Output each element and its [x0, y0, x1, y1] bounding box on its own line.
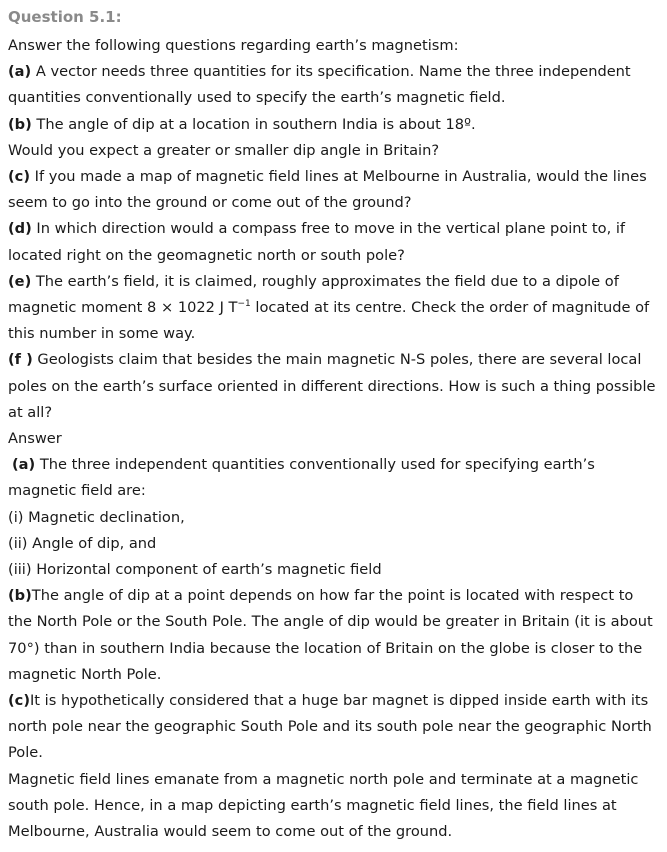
question-title: Question 5.1: — [8, 8, 122, 26]
part-label: (b) — [8, 115, 32, 133]
text-line — [8, 269, 659, 295]
line-text: The earth’s field, it is claimed, roughly approximates the field due to a dipole of — [31, 272, 619, 290]
text-line — [8, 59, 659, 85]
line-text: (ii) Angle of dip, and — [8, 534, 157, 552]
part-label: (d) — [8, 220, 32, 238]
line-text: In which direction would a compass free to move in the vertical plane point to, if — [31, 220, 626, 238]
text-line — [8, 531, 659, 557]
line-text: It is hypothetically considered that a huge bar magnet is dipped inside earth with its — [30, 692, 649, 710]
text-line — [8, 452, 659, 478]
line-text: The three independent quantities conventionally used for specifying earth’s — [35, 456, 595, 474]
line-text: The angle of dip at a point depends on how far the point is located with respect to — [31, 587, 634, 605]
text-line — [8, 374, 659, 400]
line-text: poles on the earth’s surface oriented in different directions. How is such a thing possible — [8, 377, 656, 395]
part-label: (a) — [12, 456, 36, 474]
text-line — [8, 740, 659, 766]
text-line — [8, 583, 659, 609]
line-text: The angle of dip at a location in southern India is about 18º. — [31, 115, 476, 133]
text-line — [8, 819, 659, 845]
part-label: (c) — [8, 692, 30, 710]
line-text: 70°) than in southern India because the location of Britain on the globe is closer to the — [8, 639, 643, 657]
text-line — [8, 662, 659, 688]
line-text: this number in some way. — [8, 325, 196, 343]
line-text: magnetic North Pole. — [8, 665, 162, 683]
text-line — [8, 164, 659, 190]
line-text: the North Pole or the South Pole. The angle of dip would be greater in Britain (it is about — [8, 613, 653, 631]
line-text: If you made a map of magnetic field lines at Melbourne in Australia, would the lines — [30, 168, 647, 186]
line-text: Answer — [8, 430, 62, 448]
text-line — [8, 557, 659, 583]
part-label: (b) — [8, 587, 32, 605]
text-line — [8, 243, 659, 269]
line-text: located at its centre. Check the order of magnitude of — [250, 299, 650, 317]
text-line — [8, 688, 659, 714]
line-text: south pole. Hence, in a map depicting earth’s magnetic field lines, the field lines at — [8, 796, 617, 814]
part-label: (f ) — [8, 351, 33, 369]
line-text: Answer the following questions regarding earth’s magnetism: — [8, 37, 459, 54]
line-text: magnetic field are: — [8, 482, 146, 500]
text-line — [8, 138, 659, 164]
text-line — [8, 505, 659, 531]
line-text: at all? — [8, 403, 53, 421]
line-text: (iii) Horizontal component of earth’s magnetic field — [8, 561, 382, 579]
text-line — [8, 426, 659, 452]
text-line — [8, 609, 659, 635]
text-line — [8, 347, 659, 373]
text-line — [8, 85, 659, 111]
text-line — [8, 767, 659, 793]
text-line — [8, 714, 659, 740]
line-text: Pole. — [8, 744, 43, 762]
text-line — [8, 321, 659, 347]
document-body — [8, 33, 659, 845]
part-label: (c) — [8, 168, 30, 186]
text-line — [8, 112, 659, 138]
text-line — [8, 636, 659, 662]
line-text: Melbourne, Australia would seem to come out of the ground. — [8, 823, 453, 841]
text-line — [8, 190, 659, 216]
part-label: (e) — [8, 272, 32, 290]
line-text: seem to go into the ground or come out of the ground? — [8, 194, 412, 212]
line-text: A vector needs three quantities for its specification. Name the three independent — [31, 63, 631, 81]
text-line — [8, 400, 659, 426]
text-line — [8, 295, 659, 321]
line-text: (i) Magnetic declination, — [8, 508, 185, 526]
part-label: (a) — [8, 63, 32, 81]
line-text: Magnetic field lines emanate from a magnetic north pole and terminate at a magnetic — [8, 770, 639, 788]
text-line — [8, 793, 659, 819]
line-text: magnetic moment 8 × 1022 J T — [8, 299, 238, 317]
text-line — [8, 33, 659, 59]
superscript: −1 — [237, 299, 251, 310]
line-text: north pole near the geographic South Pole and its south pole near the geographic North — [8, 718, 652, 736]
line-text: Geologists claim that besides the main magnetic N-S poles, there are several local — [32, 351, 642, 369]
line-text: quantities conventionally used to specify the earth’s magnetic field. — [8, 89, 506, 107]
line-text: Would you expect a greater or smaller dip angle in Britain? — [8, 141, 440, 159]
text-line — [8, 216, 659, 242]
line-text: located right on the geomagnetic north or south pole? — [8, 246, 405, 264]
text-line — [8, 478, 659, 504]
